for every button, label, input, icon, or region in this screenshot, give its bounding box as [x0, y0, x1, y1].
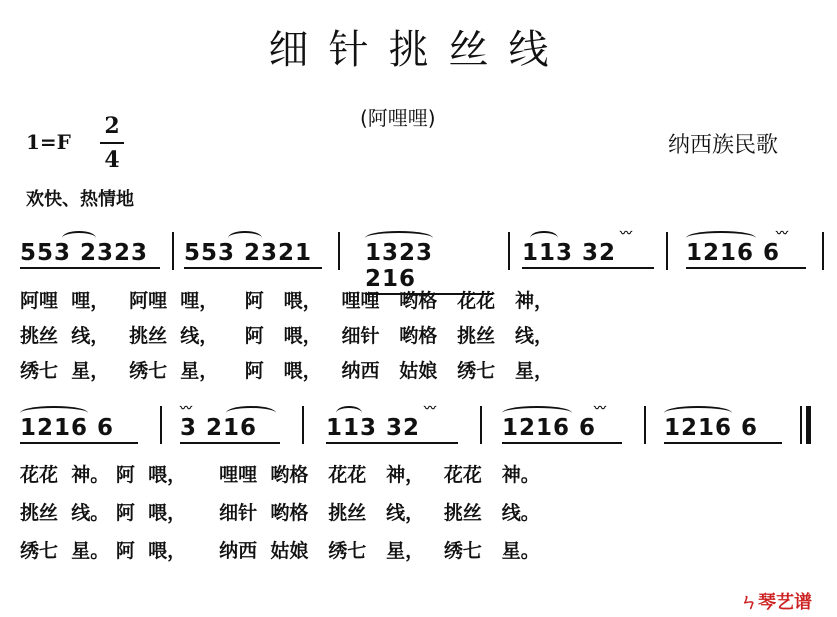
- song-origin: 纳西族民歌: [668, 133, 779, 158]
- barline: [480, 406, 482, 444]
- meter-divider: [100, 142, 124, 144]
- slur: [502, 406, 572, 420]
- meter-top: 2: [104, 113, 120, 139]
- measure-4: [522, 226, 654, 269]
- barline: [508, 232, 510, 270]
- tempo-marking: 欢快、热情地: [26, 189, 134, 210]
- key-signature: 1=F: [26, 130, 71, 154]
- mordent-icon: 〰: [594, 401, 606, 415]
- lyric-line-6: 绣七 星。 阿 喂， 纳西 姑娘 绣七 星， 绣七 星。: [20, 540, 540, 562]
- barline: [644, 406, 646, 444]
- slur: [226, 406, 276, 420]
- watermark-logo: [740, 588, 812, 614]
- mordent-icon: 〰: [620, 226, 632, 240]
- watermark-text: 琴艺谱: [758, 592, 812, 613]
- slur: [686, 231, 756, 245]
- slur: [336, 406, 362, 420]
- logo-icon: ㄣ: [740, 592, 758, 613]
- measure-8: [326, 401, 458, 444]
- measure-notes: 1323 216: [365, 240, 434, 292]
- measure-2: [184, 240, 322, 269]
- measure-10: [664, 415, 782, 444]
- measure-notes: 1216 6: [664, 415, 759, 441]
- measure-notes: 1216 6: [20, 415, 115, 441]
- barline: [822, 232, 824, 270]
- measure-notes: 553 2323: [20, 240, 149, 266]
- lyric-line-5: 挑丝 线。 阿 喂， 细针 哟格 挑丝 线， 挑丝 线。: [20, 502, 540, 524]
- slur: [530, 231, 558, 245]
- lyric-line-3: 绣七 星， 绣七 星， 阿 喂， 纳西 姑娘 绣七 星，: [20, 360, 553, 382]
- final-barline-thin: [800, 406, 802, 444]
- measure-notes: 1216 6: [686, 240, 781, 266]
- lyric-line-2: 挑丝 线， 挑丝 线， 阿 喂， 细针 哟格 挑丝 线，: [20, 325, 553, 347]
- slur: [365, 231, 433, 245]
- measure-5: [686, 226, 806, 269]
- measure-notes: 1216 6: [502, 415, 597, 441]
- lyric-line-1: 阿哩 哩， 阿哩 哩， 阿 喂， 哩哩 哟格 花花 神，: [20, 290, 553, 312]
- measure-1: [20, 240, 160, 269]
- time-signature: [100, 112, 124, 174]
- final-barline-thick: [806, 406, 811, 444]
- slur: [62, 231, 96, 245]
- measure-6: [20, 415, 138, 444]
- measure-notes: 113 32: [522, 240, 617, 266]
- barline: [666, 232, 668, 270]
- measure-7: [180, 401, 280, 444]
- measure-notes: 3 216: [180, 415, 258, 441]
- measure-notes: 553 2321: [184, 240, 313, 266]
- lyric-line-4: 花花 神。 阿 喂， 哩哩 哟格 花花 神， 花花 神。: [20, 464, 540, 486]
- slur: [664, 406, 732, 420]
- meter-bottom: 4: [104, 147, 120, 173]
- barline: [160, 406, 162, 444]
- slur: [20, 406, 88, 420]
- slur: [228, 231, 262, 245]
- song-title: 细针挑丝线: [268, 27, 569, 73]
- mordent-icon: 〰: [180, 401, 192, 415]
- mordent-icon: 〰: [776, 226, 788, 240]
- mordent-icon: 〰: [424, 401, 436, 415]
- measure-9: [502, 401, 622, 444]
- barline: [172, 232, 174, 270]
- barline: [338, 232, 340, 270]
- measure-notes: 113 32: [326, 415, 421, 441]
- barline: [302, 406, 304, 444]
- song-subtitle: (阿哩哩): [360, 106, 436, 130]
